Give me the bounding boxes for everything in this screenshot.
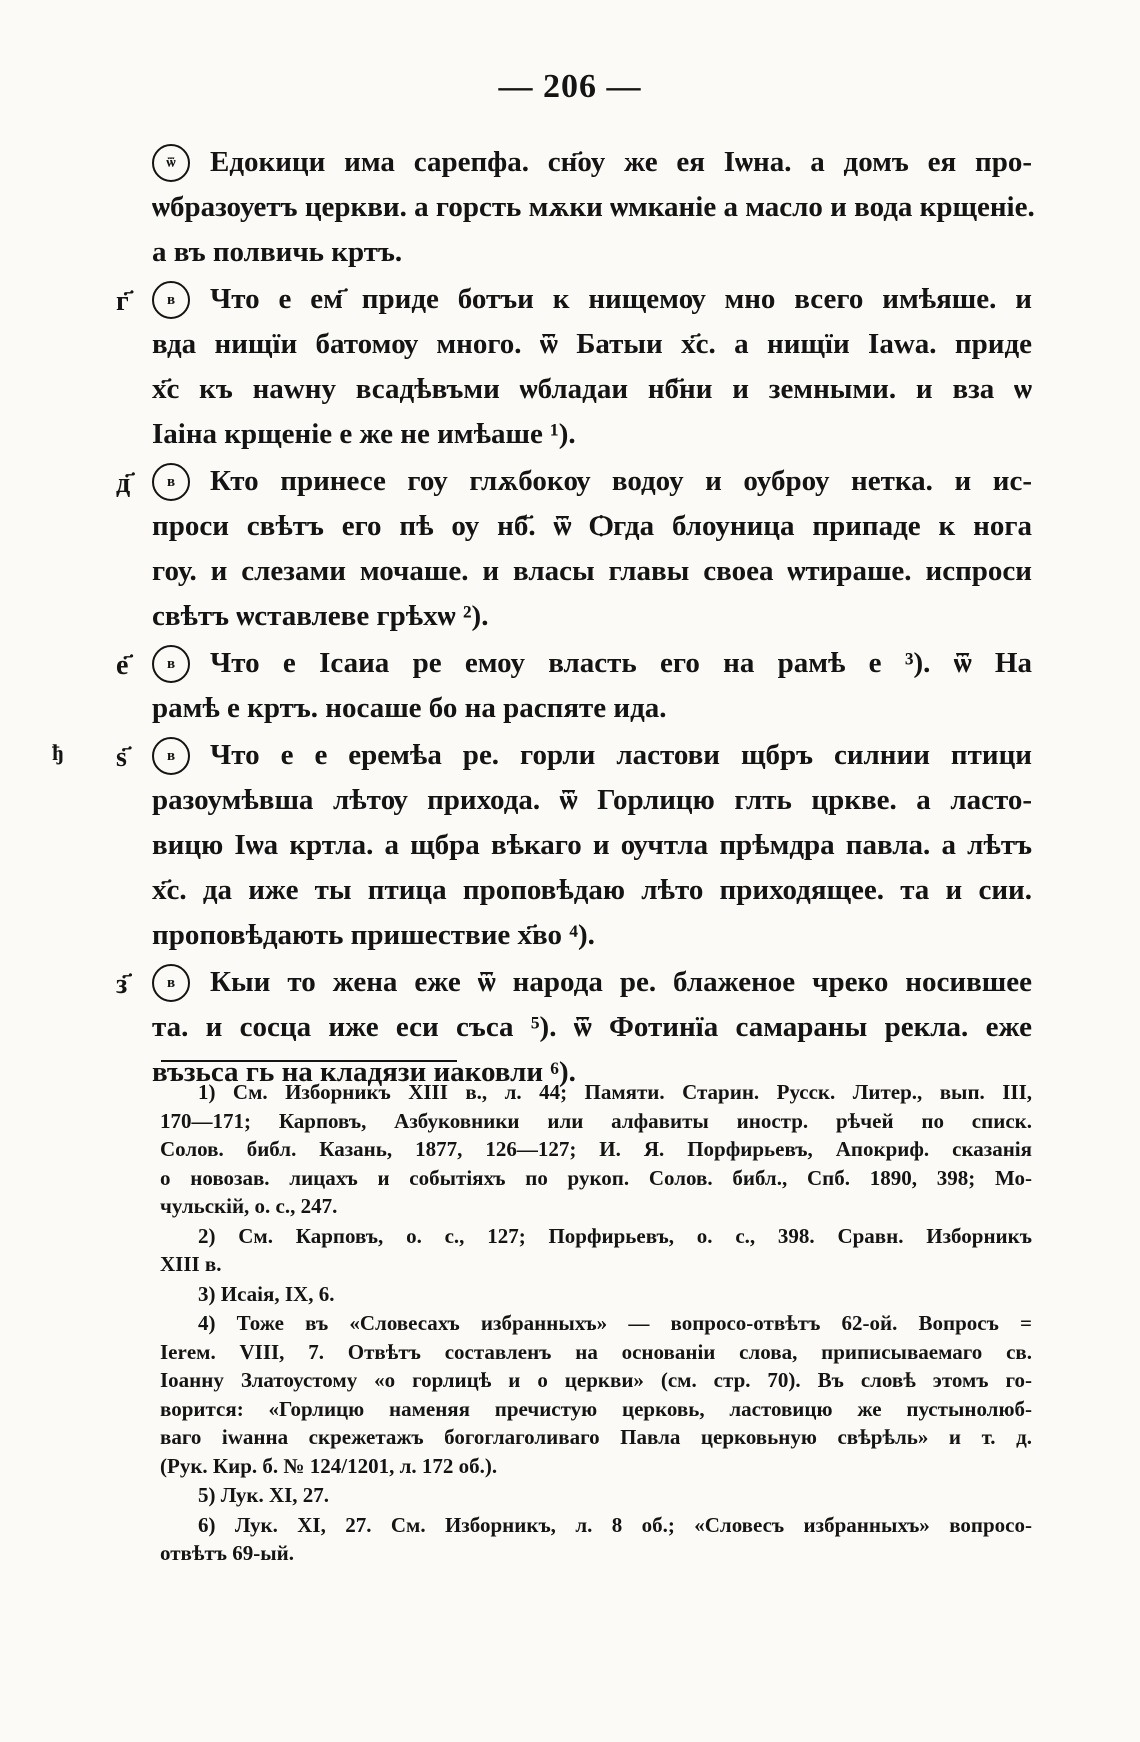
footnote-line: 170—171; Карповъ, Азбуковники или алфавиты иностр. рѣчей по списк.	[160, 1108, 1032, 1133]
footnote	[160, 1481, 1032, 1510]
stray-margin-mark: ђ	[52, 740, 64, 765]
footnote-line: ворится: «Горлицю наменяя пречистую церковь, ластовицю же пустынолюб-	[160, 1396, 1032, 1421]
footnote-line: 1) См. Изборникъ XIII в., л. 44; Памяти. Старин. Русск. Литер., вып. III,	[198, 1080, 1032, 1104]
page-number: — 206 —	[498, 68, 642, 105]
qa-block	[116, 641, 1032, 731]
footnote	[160, 1222, 1032, 1279]
footnote-line: 4) Тоже въ «Словесахъ избранныхъ» — вопросо-отвѣтъ 62-ой. Вопросъ =	[198, 1311, 1032, 1335]
qa-block	[116, 733, 1032, 958]
footnote-line: Іоанну Златоустому «о горлицѣ и о церкви» (см. стр. 70). Въ словѣ этомъ го-	[160, 1368, 1032, 1392]
text-line: свѣтъ ѡставлеве грѣхѡ ²).	[152, 600, 489, 632]
text-line: та. и сосца иже еси съса ⁵). ѿ Фотинїа самараны рекла. еже	[152, 1011, 1032, 1043]
section-number: г҃	[116, 286, 129, 317]
text-line: Что е е еремѣа ре. горли ластови щбръ силнии птици	[210, 739, 1032, 771]
qa-block	[152, 140, 1035, 275]
text-line: Кыи то жена еже ѿ народа ре. блаженое чреко носившее	[210, 966, 1032, 998]
footnote-line: Солов. библ. Казань, 1877, 126—127; И. Я. Порфирьевъ, Апокриф. сказанія	[160, 1137, 1032, 1161]
text-line: Что е ем҃ приде ботъи к нищемѹ мно всего имѣяше. и	[210, 283, 1032, 315]
footnote-line: Ierем. VIII, 7. Отвѣтъ составленъ на основаніи слова, приписываемаго св.	[160, 1339, 1032, 1364]
text-line: вицю Іѡа кртла. а щбра вѣкаго и ѹчтла прѣмдра павла. а лѣтъ	[152, 829, 1032, 861]
text-line: проповѣдають пришествие х҃во ⁴).	[152, 919, 595, 951]
footnote-line: XIII в.	[160, 1252, 222, 1276]
footnote-line: 5) Лук. XI, 27.	[198, 1483, 330, 1507]
footnote-line: 3) Исаія, IX, 6.	[198, 1281, 335, 1306]
footnote-line: 6) Лук. XI, 27. См. Изборникъ, л. 8 об.; «Словесъ избранныхъ» вопросо-	[198, 1512, 1032, 1537]
footnote-line: (Рук. Кир. б. № 124/1201, л. 172 об.).	[160, 1453, 498, 1478]
question-marker-icon: в	[152, 645, 190, 683]
section-number: е҃	[116, 650, 129, 681]
text-line: възьса гь на кладязи иаковли ⁶).	[152, 1056, 576, 1088]
footnote-line: чульскій, о. с., 247.	[160, 1194, 338, 1218]
text-line: рамѣ е кртъ. носаше бо на распяте ида.	[152, 692, 667, 724]
text-line: х҃с. да иже ты птица проповѣдаю лѣто приходящеe. та и сии.	[152, 874, 1032, 906]
qa-block	[116, 277, 1032, 457]
question-marker-icon: в	[152, 281, 190, 319]
footnotes	[160, 1078, 1032, 1569]
text-line: разоумѣвша лѣтѹ прихода. ѿ Горлицю глть цркве. а ласто-	[152, 784, 1032, 816]
text-line: Кто принесе гоу глѫбокѹ водоу и оуброу нетка. и ис-	[210, 465, 1032, 497]
answer-marker-icon: ѿ	[152, 144, 190, 182]
footnote	[160, 1078, 1032, 1221]
main-text	[116, 140, 1035, 1095]
qa-block	[116, 459, 1032, 639]
question-marker-icon: в	[152, 964, 190, 1002]
text-line: гоу. и слезами мочаше. и власы главы своеа ѡтираше. испроси	[152, 555, 1032, 587]
text-line: ѡбразоуетъ церкви. а горсть мѫки ѡмканіе а масло и вода крщеніе.	[152, 191, 1035, 223]
footnote-line: о новозав. лицахъ и событіяхъ по рукоп. Солов. библ., Спб. 1890, 398; Мо-	[160, 1165, 1032, 1190]
question-marker-icon: в	[152, 463, 190, 501]
footnote-line: отвѣтъ 69-ый.	[160, 1541, 295, 1565]
section-number: ѕ҃	[116, 742, 127, 773]
footnote	[160, 1280, 1032, 1309]
section-number: д҃	[116, 468, 131, 499]
footnote-line: ваго іwанна скрежетажъ богоглаголиваго Павла церковьную свѣрѣль» и т. д.	[160, 1425, 1032, 1449]
text-line: Едокици има сарепфа. сн҃оу же ея Іѡна. а домъ ея про-	[210, 146, 1032, 178]
footnote	[160, 1309, 1032, 1480]
text-line: Іаіна крщеніе е же не имѣаше ¹).	[152, 418, 576, 450]
footnote	[160, 1511, 1032, 1568]
text-line: х҃с къ наwну всадѣвъми ѡбладаи нб҃ни и земными. и вза ѡ	[152, 373, 1032, 405]
section-number: з҃	[116, 969, 128, 1000]
text-line: а въ полвичь кртъ.	[152, 236, 403, 268]
text-line: вда нищїи батомѹ много. ѿ Батыи х҃с. а нищїи Іаwа. приде	[152, 328, 1032, 360]
footnote-line: 2) См. Карповъ, о. с., 127; Порфирьевъ, о. с., 398. Сравн. Изборникъ	[198, 1223, 1032, 1248]
text-line: проси свѣтъ его пѣ оу нб҃. ѿ Ѻгда блоуница припаде к нога	[152, 510, 1032, 542]
text-line: Что е Ісаиа ре емоу власть его на рамѣ е ³). ѿ На	[210, 647, 1032, 679]
question-marker-icon: в	[152, 737, 190, 775]
footnote-divider	[161, 1060, 457, 1062]
qa-block	[116, 960, 1032, 1095]
